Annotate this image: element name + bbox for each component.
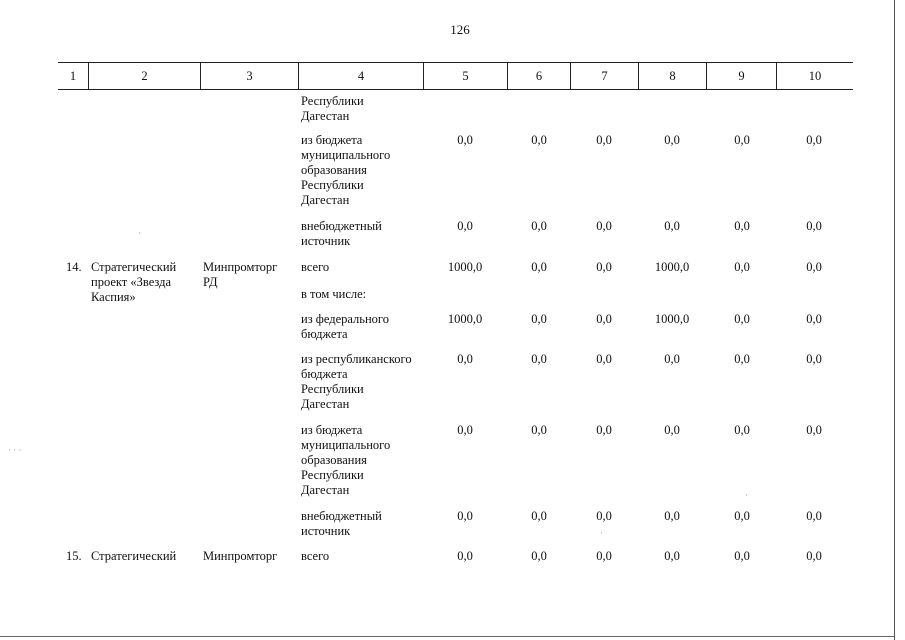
table-row-source: из бюджета муниципального образования Республики Дагестан — [301, 133, 391, 207]
table-cell-value: 1000,0 — [447, 312, 483, 326]
table-cell-value: 0,0 — [457, 509, 473, 523]
table-cell-value: 0,0 — [734, 312, 750, 326]
table-cell-value: 0,0 — [664, 549, 680, 563]
column-header-6: 6 — [507, 63, 570, 89]
row-number: 15. — [66, 549, 82, 563]
column-header-10: 10 — [776, 63, 853, 89]
table-cell-value: 0,0 — [664, 133, 680, 147]
executor-name: Минпромторг РД — [203, 260, 278, 289]
column-header-9: 9 — [706, 63, 776, 89]
table-row-source: из федерального бюджета — [301, 312, 389, 341]
table-cell-value: 0,0 — [806, 312, 822, 326]
page-edge-bottom — [0, 636, 895, 637]
table-cell-value: 0,0 — [457, 352, 473, 366]
table-row-source: всего — [301, 549, 330, 563]
table-cell-value: 0,0 — [734, 423, 750, 437]
table-cell-value: 0,0 — [596, 133, 612, 147]
table-cell-value: 0,0 — [531, 423, 547, 437]
table-cell-value: 0,0 — [734, 352, 750, 366]
table-row-source: из республиканского бюджета Республики Дагестан — [301, 352, 412, 411]
table-cell-value: 0,0 — [806, 352, 822, 366]
table-cell-value: 0,0 — [664, 219, 680, 233]
row-number: 14. — [66, 260, 82, 274]
table-row-source: внебюджетный источник — [301, 509, 382, 538]
table-cell-value: 0,0 — [596, 260, 612, 274]
table-row-source: всего — [301, 260, 330, 274]
table-cell-value: 0,0 — [664, 352, 680, 366]
scan-speck: · — [600, 528, 603, 538]
table-cell-value: 0,0 — [596, 423, 612, 437]
table-cell-value: 0,0 — [596, 549, 612, 563]
table-row-source: внебюджетный источник — [301, 219, 382, 248]
table-cell-value: 0,0 — [596, 312, 612, 326]
executor-name: Минпромторг — [203, 549, 278, 563]
scan-speck: · — [138, 228, 141, 238]
table-cell-value: 0,0 — [664, 423, 680, 437]
table-cell-value: 0,0 — [531, 312, 547, 326]
table-header — [58, 62, 853, 90]
table-cell-value: 0,0 — [531, 352, 547, 366]
project-name: Стратегический проект «Звезда Каспия» — [91, 260, 177, 304]
table-row-source: в том числе: — [301, 287, 367, 301]
table-cell-value: 0,0 — [806, 260, 822, 274]
table-cell-value: 0,0 — [806, 423, 822, 437]
column-header-7: 7 — [570, 63, 638, 89]
table-cell-value: 0,0 — [531, 509, 547, 523]
column-header-8: 8 — [638, 63, 706, 89]
table-row-source: из бюджета муниципального образования Республики Дагестан — [301, 423, 391, 497]
table-cell-value: 0,0 — [806, 133, 822, 147]
table-cell-value: 1000,0 — [654, 312, 690, 326]
table-cell-value: 0,0 — [531, 260, 547, 274]
table-cell-value: 0,0 — [457, 219, 473, 233]
table-cell-value: 0,0 — [596, 219, 612, 233]
column-header-5: 5 — [423, 63, 507, 89]
table-cell-value: 0,0 — [531, 549, 547, 563]
table-cell-value: 0,0 — [734, 260, 750, 274]
column-header-1: 1 — [69, 69, 77, 83]
table-cell-value: 0,0 — [806, 219, 822, 233]
table-cell-value: 0,0 — [664, 509, 680, 523]
page-number: 126 — [450, 22, 470, 37]
scan-speck: · — [745, 490, 748, 500]
table-cell-value: 0,0 — [734, 549, 750, 563]
table-cell-value: 1000,0 — [447, 260, 483, 274]
page-edge-right — [894, 0, 895, 640]
scan-speck: · · · — [8, 445, 22, 455]
column-header-2: 2 — [88, 63, 200, 89]
table-cell-value: 0,0 — [806, 509, 822, 523]
table-cell-value: 0,0 — [734, 133, 750, 147]
column-header-3: 3 — [200, 63, 298, 89]
table-cell-value: 0,0 — [531, 219, 547, 233]
table-cell-value: 0,0 — [806, 549, 822, 563]
table-cell-value: 0,0 — [734, 219, 750, 233]
table-cell-value: 0,0 — [531, 133, 547, 147]
table-cell-value: 0,0 — [596, 352, 612, 366]
table-cell-value: 0,0 — [596, 509, 612, 523]
table-row-source: Республики Дагестан — [301, 94, 364, 123]
column-header-4: 4 — [298, 63, 423, 89]
table-cell-value: 0,0 — [734, 509, 750, 523]
table-cell-value: 1000,0 — [654, 260, 690, 274]
table-cell-value: 0,0 — [457, 549, 473, 563]
table-cell-value: 0,0 — [457, 423, 473, 437]
project-name: Стратегический — [91, 549, 177, 563]
table-cell-value: 0,0 — [457, 133, 473, 147]
